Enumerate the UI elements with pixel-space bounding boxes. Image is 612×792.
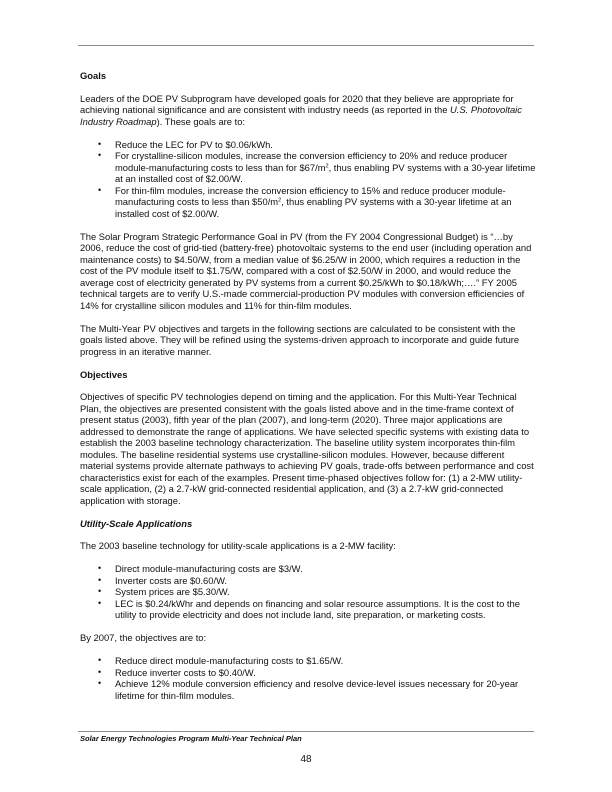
strategic-goal-paragraph: The Solar Program Strategic Performance Goal in PV (from the FY 2004 Congressional Budget) is “…by 2006, reduce the cost of grid-tied (battery-free) photovoltaic systems to the end user (including operation and maintenance costs) to $4.50/W, from a median value of $6.25/W in 2000, which requires a reduction in the cost of the PV module itself to $1.75/W, compared with a cost of $2.50/W in 2000, and would reduce the average cost of electricity generated by PV systems from a current $0.25/kWh to $0.18/kWh;….” FY 2005 technical targets are to verify U.S.-made commercial-production PV modules with conversion efficiencies of 14% for crystalline silicon modules and 11% for thin-film modules.	[80, 230, 532, 311]
footer-rule	[78, 731, 534, 732]
by2007-list-item: • Reduce direct module-manufacturing costs to $1.65/W.	[80, 655, 536, 667]
by2007-list-item: • Reduce inverter costs to $0.40/W.	[80, 667, 536, 679]
goals-intro-text-end: ). These goals are to:	[156, 115, 246, 127]
goals-list-item: • For thin-film modules, increase the conversion efficiency to 15% and reduce producer module-manufacturing costs to less than $\$50/m^2$, thus enabling PV systems with a 30-year lifetime at an installed cost of $2.00/W.	[80, 185, 536, 220]
page-number: 48	[300, 754, 312, 765]
by2007-intro: By 2007, the objectives are to:	[80, 632, 207, 643]
goals-heading: Goals	[80, 70, 107, 81]
baseline-intro: The 2003 baseline technology for utility-scale applications is a 2-MW facility:	[80, 540, 396, 551]
objectives-heading: Objectives	[80, 368, 128, 380]
baseline-list-item: • System prices are $5.30/W.	[80, 586, 536, 598]
by2007-list	[80, 655, 536, 701]
baseline-list-item: • Inverter costs are $0.60/W.	[80, 575, 536, 587]
multiyear-paragraph: The Multi-Year PV objectives and targets in the following sections are calculated to be consistent with the goals listed above. They will be refined using the systems-driven approach to incorporate and guide future progress in an iterative manner.	[80, 322, 520, 357]
baseline-list-item: • Direct module-manufacturing costs are $3/W.	[80, 563, 536, 575]
header-rule	[78, 45, 534, 46]
page-content	[80, 70, 536, 713]
roadmap-title: U.S. Photovoltaic Industry Roadmap	[80, 104, 522, 127]
baseline-list-item: • LEC is $0.24/kWhr and depends on financing and solar resource assumptions. It is the cost to the utility to provide electricity and does not include land, site preparation, or marketing costs.	[80, 598, 536, 621]
baseline-list	[80, 563, 536, 621]
footer-title: Solar Energy Technologies Program Multi-Year Technical Plan	[80, 734, 302, 743]
utility-scale-heading: Utility-Scale Applications	[80, 517, 193, 529]
goals-intro-text: Leaders of the DOE PV Subprogram have developed goals for 2020 that they believe are appropriate for achieving national significance and are consistent with industry needs (as reported in the	[80, 92, 514, 115]
goals-intro-paragraph	[80, 93, 536, 128]
by2007-list-item: • Achieve 12% module conversion efficiency and resolve device-level issues necessary for 20-year lifetime for thin-film modules.	[80, 678, 536, 701]
objectives-paragraph: Objectives of specific PV technologies depend on timing and the application. For this Multi-Year Technical Plan, the objectives are presented consistent with the goals listed above and in the time-frame context of present status (2003), fifth year of the plan (2007), and long-term (2020). Three major applications are addressed to demonstrate the range of applications. We have selected specific systems with existing data to establish the 2003 baseline technology characterization. The baseline utility system incorporates thin-film modules. The baseline residential systems use crystalline-silicon modules. However, because different material systems provide alternate pathways to achieving PV goals, trade-offs between performance and cost characteristics exist for each of the examples. Present time-phased objectives follow for: (1) a 2-MW utility-scale application, (2) a 2.7-kW grid-connected residential application, and (3) a 2.7-kW grid-connected application with storage.	[80, 391, 534, 506]
goals-list-item: • Reduce the LEC for PV to $0.06/kWh.	[80, 139, 536, 151]
goals-list	[80, 139, 536, 220]
goals-list-item: • For crystalline-silicon modules, increase the conversion efficiency to 20% and reduce producer module-manufacturing costs to less than for $\$67/m^2$, thus enabling PV systems with a 30-year lifetime at an installed cost of $2.00/W.	[80, 150, 536, 185]
